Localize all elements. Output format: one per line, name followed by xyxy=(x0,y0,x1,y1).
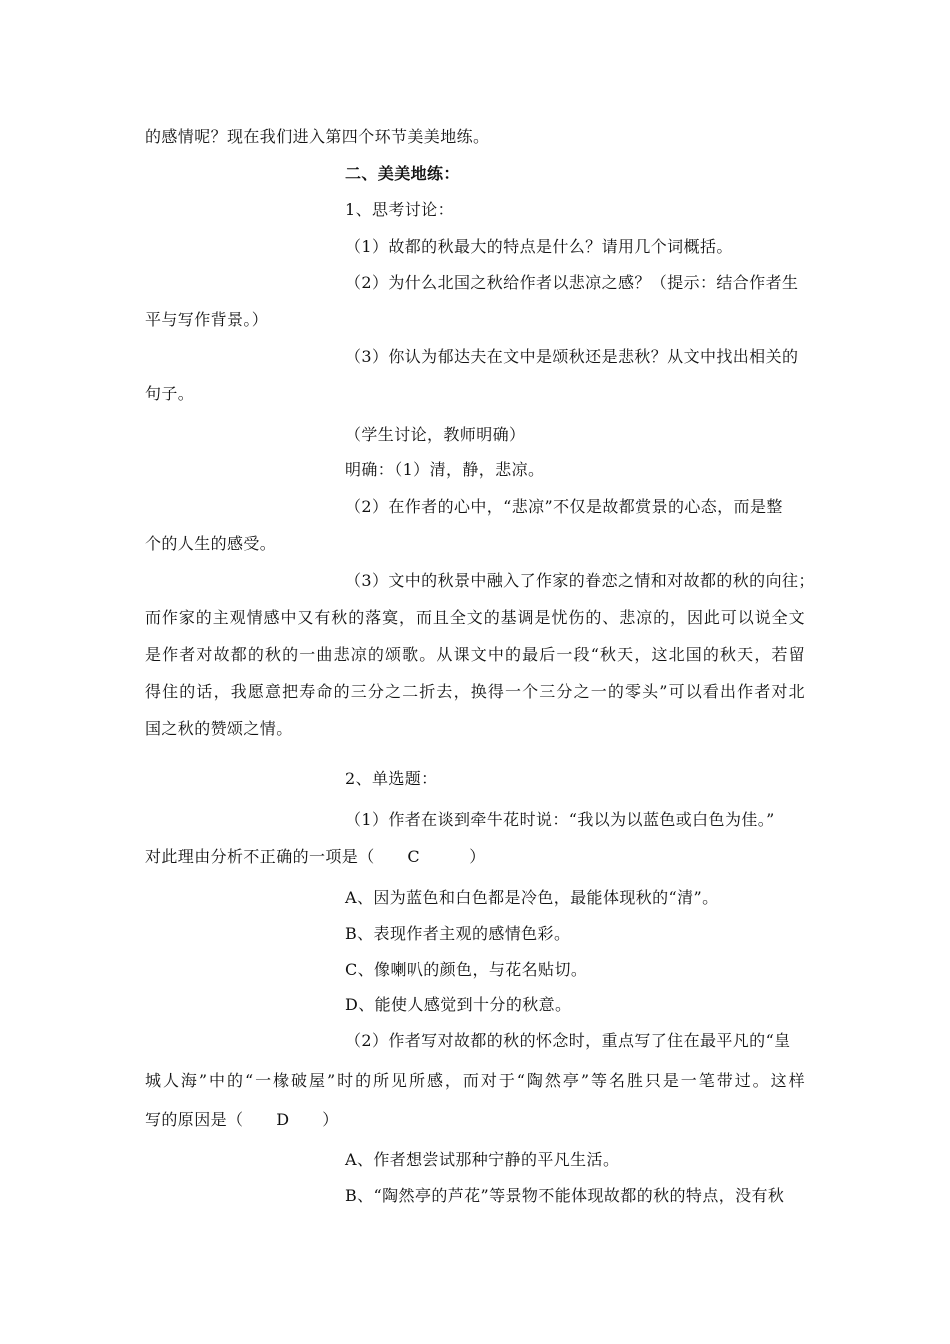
note-text: （学生讨论，教师明确） xyxy=(345,425,526,444)
answer-text: 个的人生的感受。 xyxy=(145,534,277,553)
question-text: 句子。 xyxy=(145,384,195,403)
text-line: 的感情呢？现在我们进入第四个环节美美地练。 xyxy=(145,127,490,146)
option-c: C、像喇叭的颜色，与花名贴切。 xyxy=(345,960,588,979)
answer-text: （2）在作者的心中，“悲凉”不仅是故都赏景的心态，而是整 xyxy=(345,497,783,516)
answer-text: 明确：（1）清，静，悲凉。 xyxy=(345,460,545,479)
question-text: 写的原因是（ D ） xyxy=(145,1110,339,1129)
answer-text: 是作者对故都的秋的一曲悲凉的颂歌。从课文中的最后一段“秋天，这北国的秋天，若留 xyxy=(145,645,805,664)
subsection-heading: 2、单选题： xyxy=(345,769,438,788)
option-a: A、作者想尝试那种宁静的平凡生活。 xyxy=(345,1150,620,1169)
question-text: （2）为什么北国之秋给作者以悲凉之感？（提示：结合作者生 xyxy=(345,273,799,292)
option-b: B、表现作者主观的感情色彩。 xyxy=(345,924,571,943)
question-text: 城人海”中的“一椽破屋”时的所见所感，而对于“陶然亭”等名胜只是一笔带过。这样 xyxy=(145,1071,805,1090)
answer-text: 而作家的主观情感中又有秋的落寞，而且全文的基调是忧伤的、悲凉的，因此可以说全文 xyxy=(145,608,805,627)
question-text: 对此理由分析不正确的一项是（ C ） xyxy=(145,847,486,866)
option-b: B、“陶然亭的芦花”等景物不能体现故都的秋的特点，没有秋 xyxy=(345,1186,785,1205)
option-d: D、能使人感觉到十分的秋意。 xyxy=(345,995,572,1014)
section-heading: 二、美美地练： xyxy=(345,164,460,183)
question-text: （1）作者在谈到牵牛花时说：“我以为以蓝色或白色为佳。” xyxy=(345,810,775,829)
question-text: （1）故都的秋最大的特点是什么？请用几个词概括。 xyxy=(345,237,733,256)
answer-text: （3）文中的秋景中融入了作家的眷恋之情和对故都的秋的向往； xyxy=(345,571,815,590)
answer-text: 得住的话，我愿意把寿命的三分之二折去，换得一个三分之一的零头”可以看出作者对北 xyxy=(145,682,805,701)
option-a: A、因为蓝色和白色都是冷色，最能体现秋的“清”。 xyxy=(345,888,719,907)
question-text: （3）你认为郁达夫在文中是颂秋还是悲秋？从文中找出相关的 xyxy=(345,347,799,366)
subsection-heading: 1、思考讨论： xyxy=(345,200,454,219)
question-text: （2）作者写对故都的秋的怀念时，重点写了住在最平凡的“皇 xyxy=(345,1031,791,1050)
answer-text: 国之秋的赞颂之情。 xyxy=(145,719,293,738)
question-text: 平与写作背景。） xyxy=(145,310,269,329)
